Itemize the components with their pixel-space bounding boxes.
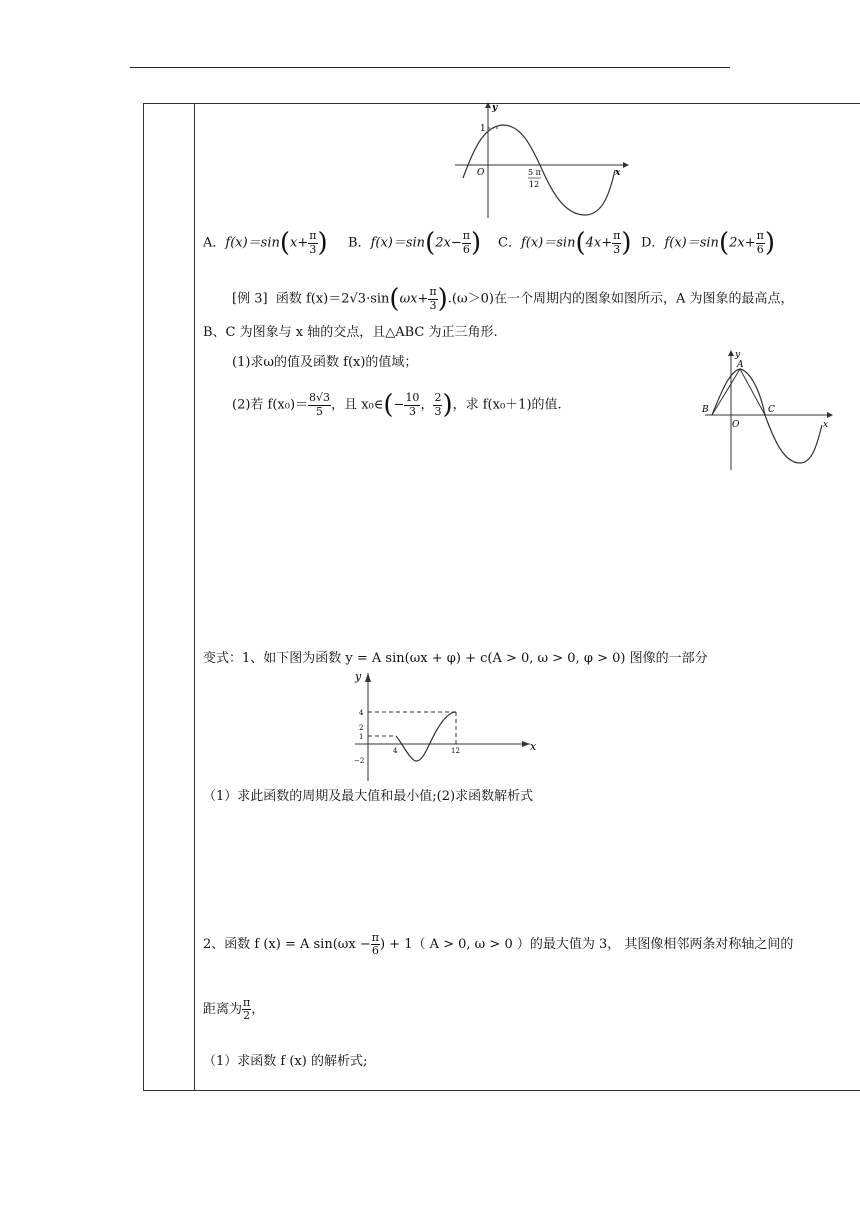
fig1-tick-x-num: 5 π xyxy=(528,168,541,177)
variant2-line2: 距离为 $\frac{\pi}{2}$ ， xyxy=(203,996,265,1023)
fig2-point-c: C xyxy=(768,405,775,415)
fig1-tick-y: 1 xyxy=(480,124,486,134)
fig2-y-label: y xyxy=(735,350,741,360)
fig3-tick-1: 1 xyxy=(359,733,364,741)
fig2-x-label: x xyxy=(823,420,829,430)
option-c: C．f(x)＝sin(4x+ $\frac{\pi}{3}$ ) xyxy=(498,228,632,258)
variant1-text: 变式：1、如下图为函数 y = A sin(ωx + φ) + c(A > 0, ω > 0, φ > 0) 图像的一部分 xyxy=(203,651,708,666)
fig3-tick-2: 2 xyxy=(359,724,364,732)
table-column-divider xyxy=(194,103,195,1091)
fig3-y-label: y xyxy=(355,670,362,683)
option-d: D．f(x)＝sin(2x+ $\frac{\pi}{6}$ ) xyxy=(641,228,775,258)
fig3-xtick-12: 12 xyxy=(451,747,460,755)
variant2-q1: （1）求函数 f (x) 的解析式; xyxy=(203,1054,368,1069)
option-a: A．f(x)＝sin(x+ $\frac{\pi}{3}$ ) xyxy=(203,228,328,258)
option-b: B．f(x)＝sin(2x− $\frac{\pi}{6}$ ) xyxy=(348,228,482,258)
fig1-tick-x-den: 12 xyxy=(529,180,540,189)
figure-1-sine-graph xyxy=(455,100,630,218)
example3-q1: (1)求ω的值及函数 f(x)的值域； xyxy=(232,355,418,370)
fig2-origin: O xyxy=(732,420,740,430)
figure-3-partial-graph xyxy=(350,668,540,783)
fig2-point-b: B xyxy=(702,405,709,415)
fig3-x-label: x xyxy=(530,740,537,753)
fig2-point-a: A xyxy=(737,360,744,370)
figure-2-triangle-graph xyxy=(700,345,835,473)
variant1-questions: （1）求此函数的周期及最大值和最小值;(2)求函数解析式 xyxy=(203,789,534,804)
fig3-tick-4: 4 xyxy=(359,709,364,717)
header-rule xyxy=(130,67,730,68)
fig3-tick-neg2: −2 xyxy=(354,757,365,765)
example3-line2: B、C 为图象与 x 轴的交点，且△ABC 为正三角形. xyxy=(203,325,498,340)
example3-line1: [例 3] 函数 f(x)＝2√3·sin(ωx+ $\frac{\pi}{3}$ ).(ω＞0)在一个周期内的图象如图所示，A 为图象的最高点， xyxy=(232,284,794,314)
variant2-line1: 2、函数 f (x) = A sin(ωx − $\frac{\pi}{6}$ ) + 1（ A > 0, ω > 0 ）的最大值为 3， 其图像相邻两条对称轴之间的 xyxy=(203,931,794,958)
fig1-x-label: x xyxy=(615,168,621,178)
example3-q2: (2)若 f(x₀)＝ $\frac{8√3}{5}$ ，且 x₀∈(− $\frac{10}{3}$ ， $\frac{2}{3}$ )，求 f(x₀＋1)的值. xyxy=(232,390,562,420)
fig1-origin: O xyxy=(477,168,485,178)
fig1-y-label: y xyxy=(492,103,498,113)
fig3-xtick-4: 4 xyxy=(393,747,398,755)
